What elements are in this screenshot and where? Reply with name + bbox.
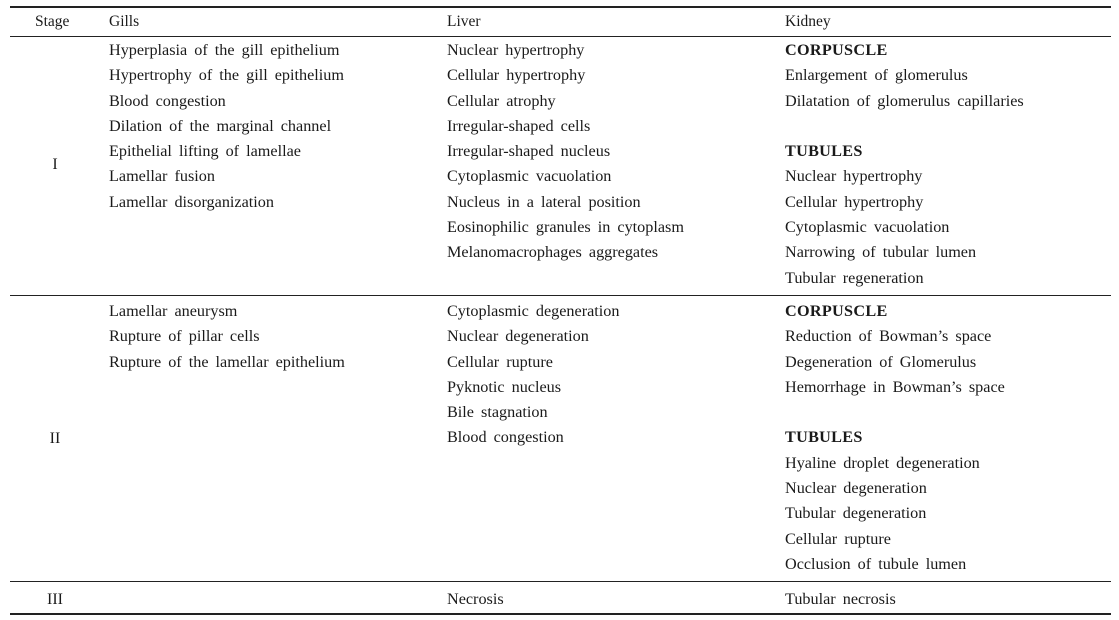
header-rule — [10, 36, 1111, 37]
kidney-finding: Hemorrhage in Bowman’s space — [785, 377, 1005, 396]
liver-finding: Cellular hypertrophy — [447, 66, 586, 85]
gills-finding: Lamellar disorganization — [109, 192, 274, 211]
header-gills: Gills — [109, 13, 140, 30]
table-top-rule — [10, 6, 1111, 8]
kidney-finding: Reduction of Bowman’s space — [785, 327, 992, 346]
kidney-cell — [785, 299, 1005, 577]
kidney-finding: Degeneration of Glomerulus — [785, 352, 977, 371]
gills-finding: Epithelial lifting of lamellae — [109, 142, 301, 161]
liver-finding: Irregular-shaped cells — [447, 116, 591, 135]
liver-finding: Cellular rupture — [447, 352, 553, 371]
liver-finding: Cytoplasmic vacuolation — [447, 167, 612, 186]
liver-finding: Eosinophilic granules in cytoplasm — [447, 218, 684, 237]
kidney-section-heading: CORPUSCLE — [785, 302, 888, 320]
kidney-finding: Cellular hypertrophy — [785, 192, 924, 211]
gills-finding: Lamellar aneurysm — [109, 302, 238, 320]
kidney-section-heading: TUBULES — [785, 142, 863, 161]
kidney-finding: Occlusion of tubule lumen — [785, 554, 967, 573]
gills-finding: Lamellar fusion — [109, 167, 215, 186]
liver-finding: Nucleus in a lateral position — [447, 192, 641, 211]
kidney-cell — [785, 38, 1024, 291]
liver-cell — [447, 38, 684, 266]
table-row-stage-3 — [0, 587, 1119, 613]
row-divider — [10, 295, 1111, 296]
kidney-section-heading: TUBULES — [785, 428, 863, 447]
gills-finding: Rupture of the lamellar epithelium — [109, 352, 345, 371]
gills-cell — [109, 299, 345, 375]
header-stage: Stage — [35, 13, 70, 30]
liver-finding: Bile stagnation — [447, 403, 548, 422]
gills-finding: Hyperplasia of the gill epithelium — [109, 41, 340, 59]
liver-finding: Necrosis — [447, 590, 504, 608]
liver-finding: Nuclear hypertrophy — [447, 41, 585, 59]
table-row-stage-1 — [0, 38, 1119, 292]
liver-finding: Melanomacrophages aggregates — [447, 243, 659, 262]
liver-cell — [447, 587, 504, 612]
stage-label: I — [52, 156, 58, 173]
kidney-finding: Nuclear hypertrophy — [785, 167, 923, 186]
gills-finding: Hypertrophy of the gill epithelium — [109, 66, 344, 85]
liver-finding: Blood congestion — [447, 428, 564, 447]
row-divider — [10, 581, 1111, 582]
liver-finding: Pyknotic nucleus — [447, 377, 562, 396]
table-bottom-rule — [10, 613, 1111, 615]
kidney-finding: Enlargement of glomerulus — [785, 66, 968, 85]
kidney-cell — [785, 587, 896, 612]
kidney-finding: Tubular regeneration — [785, 268, 924, 287]
kidney-section-gap — [785, 114, 1024, 139]
kidney-finding: Tubular degeneration — [785, 504, 927, 523]
liver-finding: Irregular-shaped nucleus — [447, 142, 611, 161]
kidney-finding: Tubular necrosis — [785, 590, 896, 608]
liver-cell — [447, 299, 619, 451]
liver-finding: Nuclear degeneration — [447, 327, 589, 346]
liver-finding: Cytoplasmic degeneration — [447, 302, 620, 320]
kidney-finding: Cellular rupture — [785, 529, 891, 548]
header-kidney: Kidney — [785, 13, 831, 30]
kidney-section-heading: CORPUSCLE — [785, 41, 888, 59]
table-header-row — [0, 11, 1119, 33]
kidney-section-gap — [785, 400, 1005, 425]
stage-label: II — [49, 430, 61, 447]
table-row-stage-2 — [0, 299, 1119, 579]
kidney-finding: Hyaline droplet degeneration — [785, 453, 980, 472]
gills-finding: Blood congestion — [109, 91, 226, 110]
gills-cell — [109, 38, 344, 215]
header-liver: Liver — [447, 13, 481, 30]
kidney-finding: Cytoplasmic vacuolation — [785, 218, 950, 237]
kidney-finding: Narrowing of tubular lumen — [785, 243, 977, 262]
kidney-finding: Dilatation of glomerulus capillaries — [785, 91, 1024, 110]
liver-finding: Cellular atrophy — [447, 91, 556, 110]
stage-label: III — [47, 591, 63, 608]
gills-finding: Dilation of the marginal channel — [109, 116, 332, 135]
gills-finding: Rupture of pillar cells — [109, 327, 260, 346]
kidney-finding: Nuclear degeneration — [785, 479, 927, 498]
